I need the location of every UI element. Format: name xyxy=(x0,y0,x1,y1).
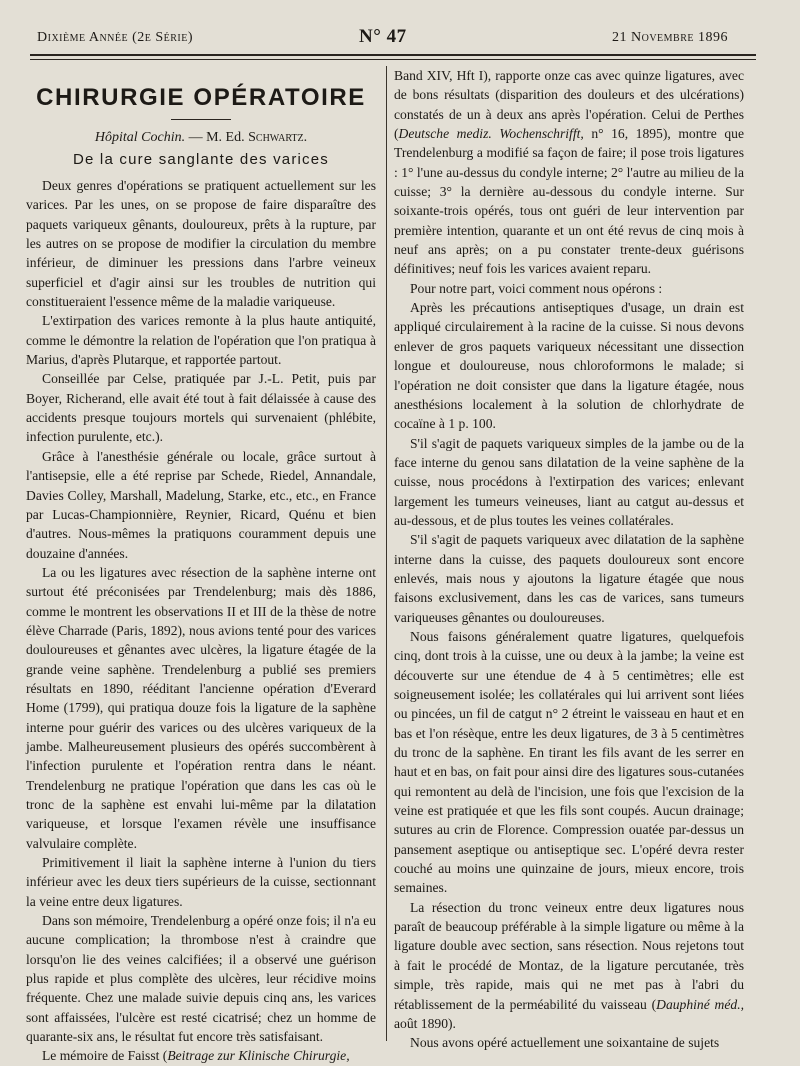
paragraph: Nous faisons généralement quatre ligatures, quelquefois cinq, dont trois à la cuisse, une ou deux à la jambe; la veine est découverte sur une étendue de 4 à 5 centimètres; elle est soigneusement isolée; les collatérales qui lui arrivent sont liées ou pincées, un fil de catgut n° 2 étreint le vaisseau en haut et en bas et l'on résèque, entre les deux ligatures, de 3 à 5 centimètres du tronc de la saphène. En tirant les fils avant de les serrer en haut et en bas, on fait pour ainsi dire des ligatures sous-cutanées qui remontent au delà de l'incision, une fois que l'excision de la veine est pratiquée et que les fils sont coupés. Aucun drainage; sutures au crin de Florence. Compression ouatée par-dessus un pansement aseptique ou antiseptique sec. L'opéré devra rester couché au moins une quinzaine de jours, mieux encore, trois semaines. xyxy=(394,628,744,896)
paragraph: S'il s'agit de paquets variqueux avec dilatation de la saphène interne dans la cuisse, des paquets douloureux sont encore enlevés, mais nous y ajoutons la ligature étagée que nous faisons exclusivement, dans les cas de varices, sans tumeurs variqueuses gênantes ou douloureuses. xyxy=(394,532,744,625)
page-header xyxy=(37,26,728,52)
paragraph xyxy=(394,66,744,279)
paragraph: Pour notre part, voici comment nous opérons : xyxy=(410,280,663,296)
paragraph: Dans son mémoire, Trendelenburg a opéré onze fois; il n'a eu aucune complication; la thrombose n'est à craindre que lorsqu'on lie des veines calcifiées; il a observé une guérison plus rapide et plus complète des ulcères, leur récidive moins fréquente. Chez une malade suivie depuis cinq ans, les varices sont affaissées, l'ulcère est resté cicatrisé; chez un homme de quarante-six ans, le résultat fut encore très satisfaisant. xyxy=(26,913,376,1045)
header-rule-thick xyxy=(30,54,756,56)
paragraph-text: Band XIV, Hft I), rapporte onze cas avec quinze ligatures, avec de bons résultats (disparition des douleurs et des ulcérations) constatés de un à deux ans après l'opération. Celui de Perthes ( xyxy=(394,68,744,142)
paragraph: Deux genres d'opérations se pratiquent actuellement sur les varices. Par les unes, on se propose de faire disparaître des paquets variqueux gênants, douloureux, prêts à la rupture, par les autres on se propose de modifier la circulation du membre inférieur, de diminuer les pressions dans l'arbre veineux superficiel et d'agir ainsi sur les troubles de nutrition qui constitueraient l'essence même de la maladie variqueuse. xyxy=(26,178,376,310)
column-divider xyxy=(386,66,387,1041)
author-prefix: — M. Ed. xyxy=(185,130,249,145)
paragraph: Conseillée par Celse, pratiquée par J.-L. Petit, puis par Boyer, Richerand, elle avait été tout à fait délaissée à cause des accidents presque toujours mortels qui survenaient (phlébite, infection purulente, etc.). xyxy=(26,371,376,445)
paragraph-text: n° 16, 1895), montre que Trendelenburg a modifié sa façon de faire; il pose trois ligatures : 1° l'une au-dessus du condyle interne; 2° l'autre au milieu de la cuisse; 3° la dernière au-dessous du condyle interne. Sur soixante-trois opérés, tous ont guéri de leur intervention par première intention, quarante et un ont été revus de cinq mois à neuf ans après; on a pu constater trente-deux guérisons définitives; neuf fois les varices avaient reparu. xyxy=(394,126,745,277)
paragraph-text: août 1890). xyxy=(394,1015,456,1031)
journal-title: Beitrage zur Klinische Chirurgie, xyxy=(167,1048,350,1064)
article-subtitle: De la cure sanglante des varices xyxy=(72,151,330,168)
paragraph: Primitivement il liait la saphène interne à l'union du tiers inférieur avec les deux tiers supérieurs de la cuisse, sectionnant la veine entre deux ligatures. xyxy=(26,855,376,909)
issue-date: 21 Novembre 1896 xyxy=(611,30,728,45)
paragraph xyxy=(26,1046,376,1065)
right-column xyxy=(394,66,744,1053)
left-column xyxy=(26,66,376,1066)
paragraph: Nous avons opéré actuellement une soixantaine de sujets xyxy=(410,1035,720,1051)
paragraph: Grâce à l'anesthésie générale ou locale, grâce surtout à l'antisepsie, elle a été reprise par Schede, Riedel, Annandale, Davies Colley, Marshall, Madelung, Starke, etc., etc., en France par Lucas-Championnière, Reynier, Ricard, Quénu et bien d'autres. Nous-mêmes la pratiquons couramment depuis une douzaine d'années. xyxy=(26,448,376,561)
issue-year: Dixième Année (2e Série) xyxy=(37,30,194,45)
paragraph: La ou les ligatures avec résection de la saphène interne ont surtout été préconisées par Trendelenburg; mais dès 1886, comme le montrent les observations II et III de la thèse de notre élève Charrade (Paris, 1892), nous avions tenté pour des varices douloureuses et gênantes avec ulcères, la ligature étagée de la grande veine saphène. Trendelenburg a publié ses premiers résultats en 1890, rééditant l'ancienne opération d'Everard Home (1799), qui pratiqua douze fois la ligature de la saphène interne pour guérir des varices ou des ulcères variqueux de la jambe. Malheureusement plusieurs des opérés succombèrent à l'infection purulente et l'opération rentra dans le néant. Trendelenburg ne pratique l'opération que dans les cas où le tronc de la saphène est envahi lui-même par la dilatation variqueuse, et lorsque l'examen révèle une insuffisance valvulaire complète. xyxy=(26,564,376,851)
hospital-name: Hôpital Cochin. xyxy=(94,130,186,145)
paragraph: L'extirpation des varices remonte à la plus haute antiquité, comme le démontre la relation de l'opération que l'on pratiqua à Marius, d'après Plutarque, et rapportée partout. xyxy=(26,313,376,368)
title-rule xyxy=(171,119,231,120)
paragraph-text: La résection du tronc veineux entre deux ligatures nous paraît de beaucoup préférable à la simple ligature ou même à la ligature double avec section, sans résection. Nous rejetons tout à fait le procédé de Montaz, de la ligature percutanée, très simple, très rapide, mais qui ne met pas à l'abri du rétablissement de la perméabilité du vaisseau ( xyxy=(394,899,744,1012)
journal-title: Dauphiné méd., xyxy=(656,996,744,1012)
author-name: Schwartz. xyxy=(248,130,308,145)
section-title: CHIRURGIE OPÉRATOIRE xyxy=(36,84,366,111)
paragraph: S'il s'agit de paquets variqueux simples de la jambe ou de la face interne du genou sans dilatation de la veine saphène de la cuisse, nous procédons à l'extirpation des varices; enlevant largement les tumeurs veineuses, liant au catgut au-dessus et au-dessous, et de plus toutes les veines collatérales. xyxy=(394,435,744,528)
issue-number: N° 47 xyxy=(359,26,407,47)
paragraph-text: Le mémoire de Faisst ( xyxy=(42,1048,168,1064)
header-rule-thin xyxy=(30,59,756,60)
journal-title: Deutsche mediz. Wochenschrifft, xyxy=(398,126,584,142)
paragraph: Après les précautions antiseptiques d'usage, un drain est appliqué circulairement à la racine de la cuisse. Si nous devons enlever de gros paquets variqueux nécessitant une dissection longue et douloureuse, nous chloroformons le malade; si l'opération ne doit consister que dans la ligature étagée, nous anesthésions localement à la solution de chlorhydrate de cocaïne à 1 p. 100. xyxy=(394,300,744,432)
paragraph xyxy=(394,898,744,1033)
byline xyxy=(26,128,376,148)
